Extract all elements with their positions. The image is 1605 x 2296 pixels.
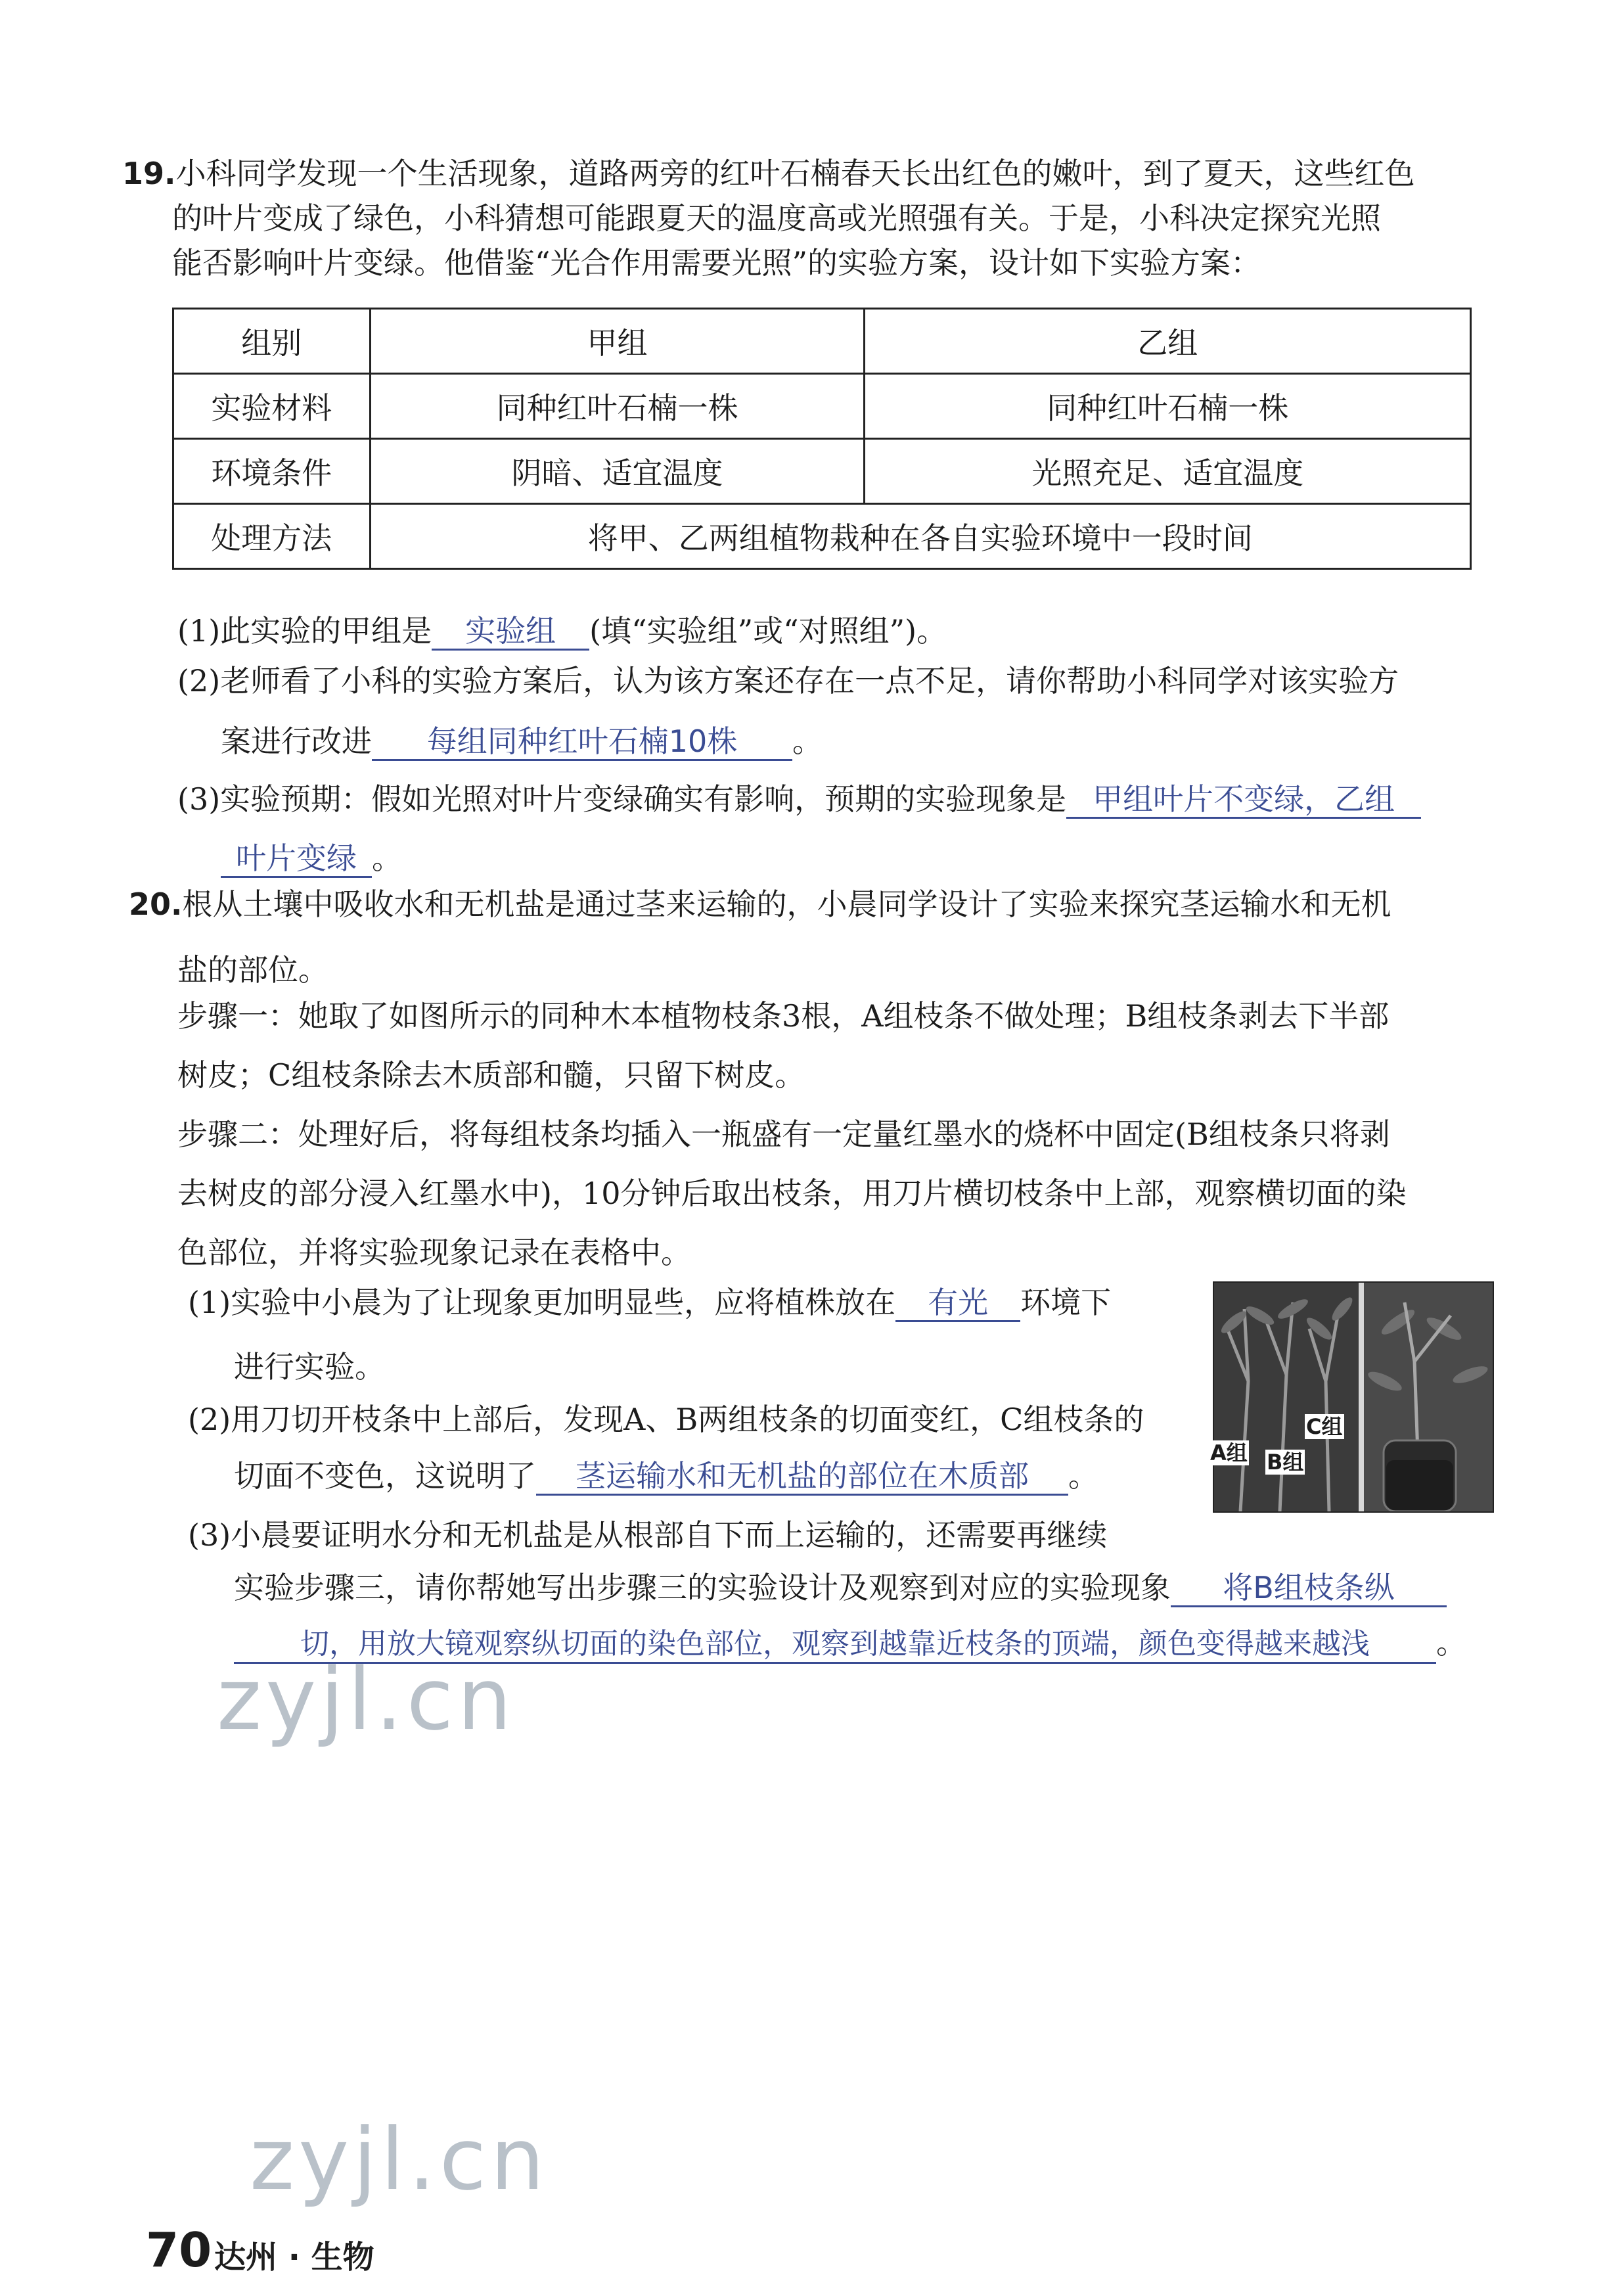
table-row: [173, 309, 1471, 374]
table-cell: 处理方法: [173, 504, 371, 569]
q20-step-1-line-2: 树皮；C组枝条除去木质部和髓，只留下树皮。: [177, 1057, 805, 1093]
q20-part-2-line-1: (2)用刀切开枝条中上部后，发现A、B两组枝条的切面变红，C组枝条的: [188, 1402, 1144, 1437]
q20-part-3-line-2: 实验步骤三，请你帮她写出步骤三的实验设计及观察到对应的实验现象 将B组枝条纵: [234, 1568, 1447, 1607]
q19-part-3-line-2: 叶片变绿 。: [221, 838, 402, 878]
table-cell: 环境条件: [173, 439, 371, 504]
answer-blank: 甲组叶片不变绿，乙组: [1066, 781, 1421, 819]
q19-stem-line-1: 19.小科同学发现一个生活现象，道路两旁的红叶石楠春天长出红色的嫩叶，到了夏天，这些红色: [122, 156, 1415, 191]
label-group-a: A组: [1210, 1440, 1248, 1465]
table-row: [173, 374, 1471, 439]
answer-blank: 茎运输水和无机盐的部位在木质部: [536, 1458, 1068, 1496]
q19-number: 19.: [122, 156, 176, 191]
answer-blank: 将B组枝条纵: [1171, 1570, 1447, 1607]
footer-title: 达州 · 生物: [214, 2239, 374, 2276]
q19-part-2-line-2: 案进行改进 每组同种红叶石楠10株 。: [221, 722, 823, 761]
table-cell: 同种红叶石楠一株: [370, 374, 865, 439]
q20-step-2-line-3: 色部位，并将实验现象记录在表格中。: [177, 1235, 691, 1270]
q19-stem-line-2: 的叶片变成了绿色，小科猜想可能跟夏天的温度高或光照强有关。于是，小科决定探究光照: [172, 200, 1381, 236]
watermark: zyjl.cn: [217, 1649, 516, 1749]
table-cell: 光照充足、适宜温度: [865, 439, 1471, 504]
q19-experiment-table: [172, 308, 1472, 570]
q20-stem-line-2: 盐的部位。: [177, 952, 328, 988]
q20-step-1-line-1: 步骤一：她取了如图所示的同种木本植物枝条3根，A组枝条不做处理；B组枝条剥去下半部: [177, 998, 1390, 1034]
table-row: [173, 439, 1471, 504]
branches-photo-illustration: [1214, 1283, 1493, 1511]
answer-blank: 每组同种红叶石楠10株: [372, 723, 792, 761]
answer-blank: 有光: [895, 1285, 1020, 1322]
q20-step-2-line-2: 去树皮的部分浸入红墨水中)，10分钟后取出枝条，用刀片横切枝条中上部，观察横切面的染: [177, 1176, 1407, 1211]
table-cell: 将甲、乙两组植物栽种在各自实验环境中一段时间: [370, 504, 1470, 569]
table-cell: 同种红叶石楠一株: [865, 374, 1471, 439]
label-group-b: B组: [1267, 1450, 1304, 1475]
answer-blank: 实验组: [432, 613, 589, 651]
branches-photo: [1210, 1281, 1494, 1513]
q19-part-2-line-1: (2)老师看了小科的实验方案后，认为该方案还存在一点不足，请你帮助小科同学对该实验方: [177, 663, 1399, 699]
label-group-c: C组: [1306, 1414, 1343, 1439]
watermark: zyjl.cn: [250, 2109, 549, 2209]
q20-part-2-line-2: 切面不变色，这说明了 茎运输水和无机盐的部位在木质部 。: [234, 1456, 1098, 1496]
q19-stem-line-3: 能否影响叶片变绿。他借鉴“光合作用需要光照”的实验方案，设计如下实验方案：: [172, 245, 1261, 281]
answer-blank: 叶片变绿: [221, 840, 372, 878]
q19-part-3-line-1: (3)实验预期：假如光照对叶片变绿确实有影响，预期的实验现象是 甲组叶片不变绿，乙组: [177, 779, 1421, 819]
q20-step-2-line-1: 步骤二：处理好后，将每组枝条均插入一瓶盛有一定量红墨水的烧杯中固定(B组枝条只将剥: [177, 1116, 1390, 1152]
table-cell: 实验材料: [173, 374, 371, 439]
table-cell: 甲组: [370, 309, 865, 374]
table-row: [173, 504, 1471, 569]
table-cell: 阴暗、适宜温度: [370, 439, 865, 504]
q20-part-1-line-2: 进行实验。: [234, 1349, 385, 1385]
answer-blank: 切，用放大镜观察纵切面的染色部位，观察到越靠近枝条的顶端，颜色变得越来越浅: [234, 1626, 1436, 1664]
q19-part-1: (1)此实验的甲组是 实验组 (填“实验组”或“对照组”)。: [177, 611, 947, 651]
q20-stem-line-1: 20.根从土壤中吸收水和无机盐是通过茎来运输的，小晨同学设计了实验来探究茎运输水和无机: [129, 886, 1391, 922]
page-number: 70: [146, 2222, 212, 2278]
q20-part-3-line-3: 切，用放大镜观察纵切面的染色部位，观察到越靠近枝条的顶端，颜色变得越来越浅 。: [234, 1623, 1466, 1664]
q20-part-1-line-1: (1)实验中小晨为了让现象更加明显些，应将植株放在 有光 环境下: [188, 1283, 1111, 1322]
q20-part-3-line-1: (3)小晨要证明水分和无机盐是从根部自下而上运输的，还需要再继续: [188, 1517, 1108, 1553]
table-cell: 乙组: [865, 309, 1471, 374]
table-cell: 组别: [173, 309, 371, 374]
q20-number: 20.: [129, 886, 183, 922]
